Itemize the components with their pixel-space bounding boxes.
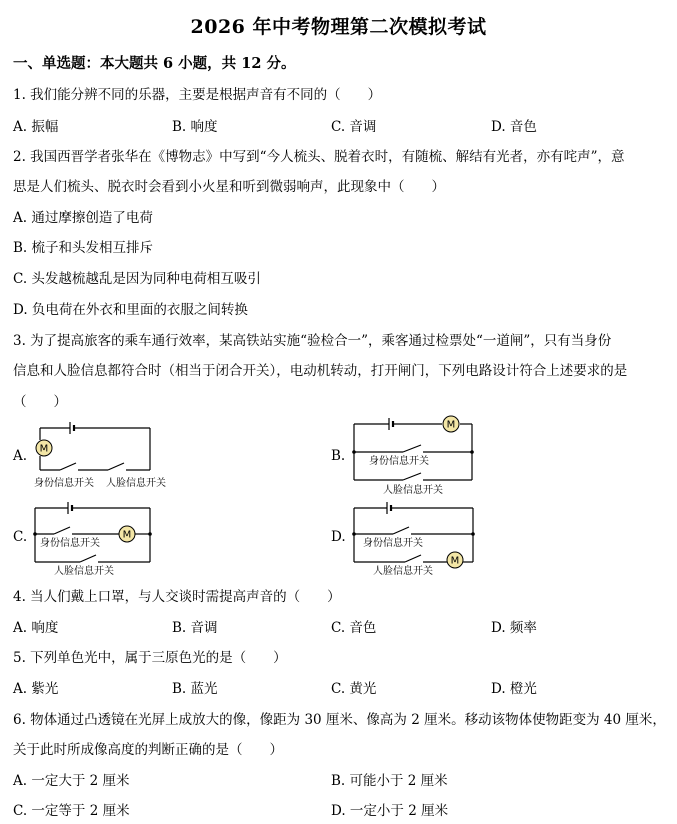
q6-option-b[interactable]: B. 可能小于 2 厘米 — [331, 773, 448, 789]
question-2-stem-line2: 思是人们梳头、脱衣时会看到小火星和听到微弱响声，此现象中（ ） — [13, 179, 445, 195]
circuit-diagram-a[interactable] — [28, 418, 188, 493]
q3-option-b-label[interactable]: B. — [331, 448, 346, 464]
q2-option-a[interactable]: A. 通过摩擦创造了电荷 — [13, 210, 153, 226]
q6-option-a[interactable]: A. 一定大于 2 厘米 — [13, 773, 130, 789]
q3-option-d-label[interactable]: D. — [331, 529, 346, 545]
q3-option-c-label[interactable]: C. — [13, 529, 28, 545]
question-3-stem-line2: 信息和人脸信息都符合时（相当于闭合开关），电动机转动，打开闸门，下列电路设计符合上述要求的是 — [13, 363, 628, 379]
motor-label: M — [450, 555, 460, 567]
switch-id-label: 身份信息开关 — [369, 456, 429, 467]
question-5-stem: 5. 下列单色光中，属于三原色光的是（ ） — [13, 650, 287, 666]
q5-option-b[interactable]: B. 蓝光 — [172, 681, 218, 697]
question-2-stem-line1: 2. 我国西晋学者张华在《博物志》中写到“今人梳头、脱着衣时，有随梳、解结有光者，亦有咤声”，意 — [13, 149, 625, 165]
switch-face-label: 人脸信息开关 — [383, 485, 443, 496]
q5-option-d[interactable]: D. 橙光 — [491, 681, 537, 697]
circuit-diagram-c[interactable] — [28, 496, 158, 578]
question-3-stem-line1: 3. 为了提高旅客的乘车通行效率，某高铁站实施“验检合一”，乘客通过检票处“一道闸”，只有当身份 — [13, 333, 612, 349]
q2-option-c[interactable]: C. 头发越梳越乱是因为同种电荷相互吸引 — [13, 271, 261, 287]
q6-option-d[interactable]: D. 一定小于 2 厘米 — [331, 803, 449, 819]
q2-option-d[interactable]: D. 负电荷在外衣和里面的衣服之间转换 — [13, 302, 248, 318]
q3-option-a-label[interactable]: A. — [13, 448, 28, 464]
q5-option-c[interactable]: C. 黄光 — [331, 681, 377, 697]
motor-label: M — [446, 419, 456, 431]
switch-face-label: 人脸信息开关 — [106, 478, 166, 489]
question-1-stem: 1. 我们能分辨不同的乐器，主要是根据声音有不同的（ ） — [13, 87, 382, 103]
question-6-stem-line1: 6. 物体通过凸透镜在光屏上成放大的像，像距为 30 厘米、像高为 2 厘米。移动该物体使物距变为 40 厘米， — [13, 712, 666, 728]
section-heading: 一、单选题：本大题共 6 小题，共 12 分。 — [13, 55, 296, 72]
q4-option-b[interactable]: B. 音调 — [172, 620, 218, 636]
page-title: 2026 年中考物理第二次模拟考试 — [190, 16, 487, 38]
circuit-diagram-d[interactable] — [347, 496, 482, 578]
switch-face-label: 人脸信息开关 — [373, 566, 433, 577]
q1-option-c[interactable]: C. 音调 — [331, 119, 377, 135]
motor-label: M — [39, 443, 49, 455]
q1-option-b[interactable]: B. 响度 — [172, 119, 218, 135]
switch-id-label: 身份信息开关 — [34, 478, 94, 489]
q6-option-c[interactable]: C. 一定等于 2 厘米 — [13, 803, 130, 819]
q4-option-c[interactable]: C. 音色 — [331, 620, 377, 636]
q1-option-d[interactable]: D. 音色 — [491, 119, 537, 135]
switch-id-label: 身份信息开关 — [363, 538, 423, 549]
q5-option-a[interactable]: A. 紫光 — [13, 681, 59, 697]
question-6-stem-line2: 关于此时所成像高度的判断正确的是（ ） — [13, 742, 283, 758]
q1-option-a[interactable]: A. 振幅 — [13, 119, 59, 135]
circuit-diagram-b[interactable] — [347, 410, 482, 498]
q2-option-b[interactable]: B. 梳子和头发相互排斥 — [13, 240, 154, 256]
question-4-stem: 4. 当人们戴上口罩，与人交谈时需提高声音的（ ） — [13, 589, 341, 605]
question-3-stem-line3: （ ） — [13, 394, 67, 410]
q4-option-a[interactable]: A. 响度 — [13, 620, 59, 636]
motor-label: M — [122, 529, 132, 541]
q4-option-d[interactable]: D. 频率 — [491, 620, 537, 636]
switch-id-label: 身份信息开关 — [40, 538, 100, 549]
switch-face-label: 人脸信息开关 — [54, 566, 114, 577]
